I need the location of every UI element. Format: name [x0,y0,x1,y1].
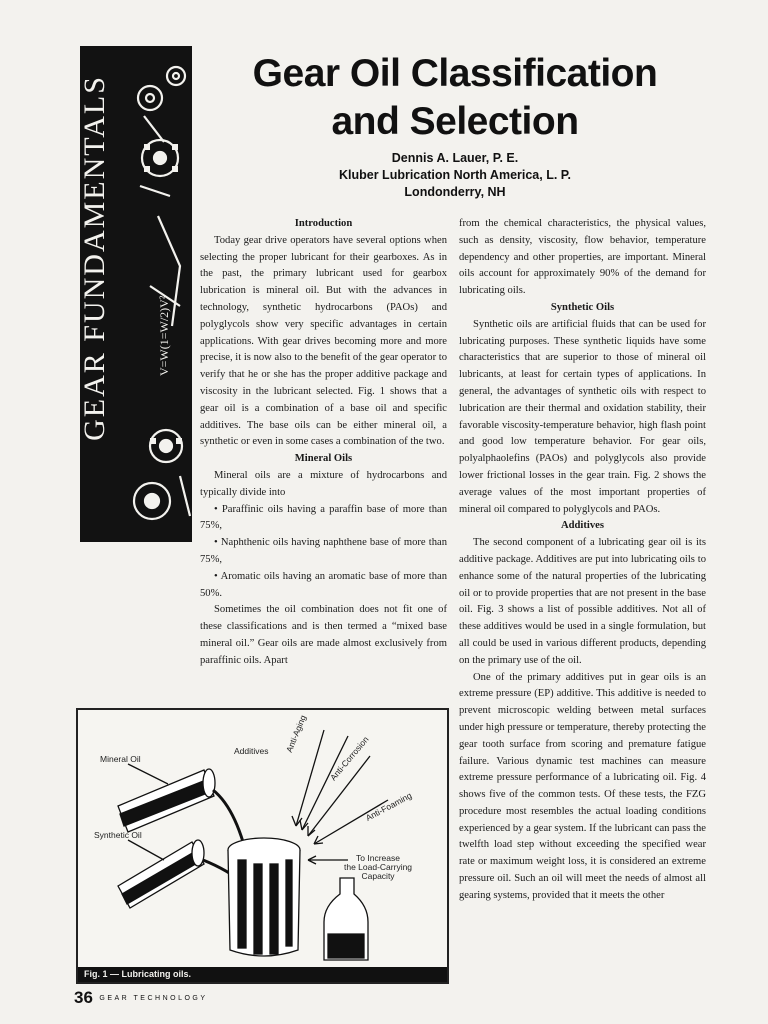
additives-heading: Additives [561,520,604,532]
left-column [200,216,447,670]
page-number: 36 [74,988,93,1007]
sidebar-label: GEAR FUNDAMENTALS [78,75,111,441]
label-load-capacity-line-3: Capacity [361,871,395,881]
title-line-1: Gear Oil Classification [252,52,658,95]
right-column [459,216,706,905]
additives-paragraph-2: One of the primary additives put in gear oils is an extreme pressure (EP) additive. This additive is needed to prevent microscopic welding between metal surfaces under high pressure or temperature, thereby protecting the gear tooth surface from scoring and premature fatigue failure. Various dynamic test machines can measure extreme pressure performance of a lubricating oil. Fig. 4 shows five of the common tests. Of these tests, the FZG procedure most resembles the actual loading conditions experienced by a gear system. If the lubricant can pass the twelfth load step without exceeding the specified wear rate or maximum weight loss, it is considered an extreme pressure oil. Such an oil will meet the needs of almost all gearing systems, provided that it meets the other [459,671,706,901]
mixed-paragraph: Sometimes the oil combination does not fit one of these classifications and is then termed a “mixed base mineral oil.” Gear oils are made almost exclusively from paraffinic oils. Apart [200,604,447,666]
synthetic-heading: Synthetic Oils [550,301,615,313]
magazine-name: GEAR TECHNOLOGY [99,994,208,1002]
label-anti-corrosion: Anti-Corrosion [328,734,371,783]
label-synthetic-oil: Synthetic Oil [94,830,142,840]
bullet-paraffinic: • Paraffinic oils having a paraffin base of more than 75%, [200,503,447,532]
continued-paragraph: from the chemical characteristics, the physical values, such as density, viscosity, flow behavior, temperature dependency and other properties, are important. Mineral oils account for approximately 90% of the demand for lubricating oils. [459,218,706,297]
author: Dennis A. Lauer, P. E. [391,151,519,165]
figure-caption: Fig. 1 — Lubricating oils. [78,967,447,982]
figure-1 [76,708,449,984]
label-additives: Additives [234,746,269,756]
svg-text:V=W(1=W/2)V²: V=W(1=W/2)V² [157,295,171,376]
label-load-capacity [344,854,412,881]
byline [260,150,650,201]
bullet-aromatic: • Aromatic oils having an aromatic base of more than 50%. [200,570,447,599]
intro-heading: Introduction [294,218,353,229]
affiliation: Kluber Lubrication North America, L. P. [339,168,571,182]
title-line-2: and Selection [331,100,579,143]
location: Londonderry, NH [404,185,506,199]
synthetic-paragraph: Synthetic oils are artificial fluids that can be used for lubricating purposes. These synthetic liquids have some characteristics that are superior to those of mineral oil lubricants, at least for certain types of applications. In general, the advantages of synthetic oils with respect to lubrication are their thermal and oxidation stability, their favorable viscosity-temperature behavior, high flash point and good low temperature behavior. For gear oils, polyalphaolefins (PAOs) and polyglycols also provide lower frictional losses in the gear train. Fig. 2 shows the average values of the most important properties of mineral oil compared to polyglycols and PAOs. [459,318,706,515]
additives-paragraph-1: The second component of a lubricating gear oil is its additive package. Additives are put into lubricating oils to enhance some of the natural properties of the lubricating oil or to provide properties that are not present in the base oil. Fig. 3 shows a list of possible additives. Not all of these additives would be used in a single formulation, but all could be used in various different products, depending on the primary use of the oil. [459,537,706,666]
label-load-capacity-line-1: To Increase [356,853,400,863]
page-footer [74,988,208,1008]
label-anti-aging: Anti-Aging [284,713,308,754]
bullet-naphthenic: • Naphthenic oils having naphthene base of more than 75%, [200,537,447,565]
article-title [200,50,710,146]
label-mineral-oil: Mineral Oil [100,754,141,764]
label-anti-foaming: Anti-Foaming [364,790,414,823]
mineral-paragraph: Mineral oils are a mixture of hydrocarbons and typically divide into [200,469,447,498]
intro-paragraph: Today gear drive operators have several options when selecting the proper lubricant for their gearboxes. As in the past, the primary lubricant used for gearbox lubrication is mineral oil. But with the advances in technology, synthetic hydrocarbons (PAOs) and polyglycols show very specific advantages in certain applications. With gear drives becoming more and more precise, it is now also to the benefit of the gear operator to verify that he or she has the proper additive package and viscosity in the lubricant selected. Fig. 1 shows that a gear oil is a combination of a base oil and specific additives. The base oils can be either mineral oil, a synthetic or even in some cases a combination of the two. [200,234,447,448]
mineral-heading: Mineral Oils [294,453,353,465]
label-load-capacity-line-2: the Load-Carrying [344,862,413,872]
